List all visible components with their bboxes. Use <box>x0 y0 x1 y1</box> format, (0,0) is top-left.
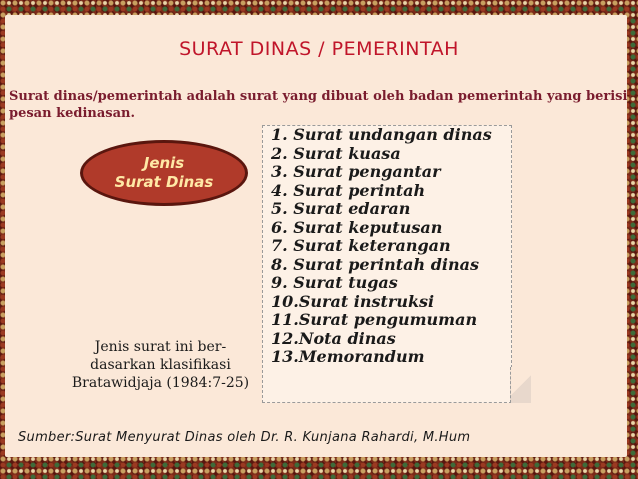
list-item: 2. Surat kuasa <box>271 143 401 163</box>
intro-text: Surat dinas/pemerintah adalah surat yang dibuat oleh badan pemerintah yang berisi pesan kedinasan. <box>9 89 628 121</box>
letter-types-box <box>262 125 512 403</box>
list-item: 9. Surat tugas <box>271 273 398 292</box>
list-item: 1. Surat undangan dinas <box>271 125 492 144</box>
classification-note <box>58 338 263 392</box>
list-item: 8. Surat perintah dinas <box>271 254 479 274</box>
source-citation: Sumber:Surat Menyurat Dinas oleh Dr. R. Kunjana Rahardi, M.Hum <box>18 430 471 445</box>
letter-types-list <box>271 126 492 367</box>
page-curl-decoration <box>510 367 531 403</box>
list-item: 6. Surat keputusan <box>271 217 443 237</box>
slide-title: SURAT DINAS / PEMERINTAH <box>179 38 459 60</box>
note-line-3: Bratawidjaja (1984:7-25) <box>71 375 250 391</box>
list-item: 10.Surat instruksi <box>271 291 435 311</box>
note-line-2: dasarkan klasifikasi <box>90 357 231 373</box>
list-item: 5. Surat edaran <box>271 199 411 218</box>
note-line-1: Jenis surat ini ber- <box>94 339 227 355</box>
category-oval <box>80 140 248 206</box>
oval-line-2: Surat Dinas <box>114 173 214 191</box>
list-item: 7. Surat keterangan <box>271 236 451 255</box>
list-item: 4. Surat perintah <box>271 180 426 200</box>
list-item: 11.Surat pengumuman <box>271 310 478 329</box>
oval-line-1: Jenis <box>143 154 185 172</box>
list-item: 3. Surat pengantar <box>271 162 441 181</box>
list-item: 12.Nota dinas <box>271 328 396 348</box>
list-item: 13.Memorandum <box>271 347 425 366</box>
